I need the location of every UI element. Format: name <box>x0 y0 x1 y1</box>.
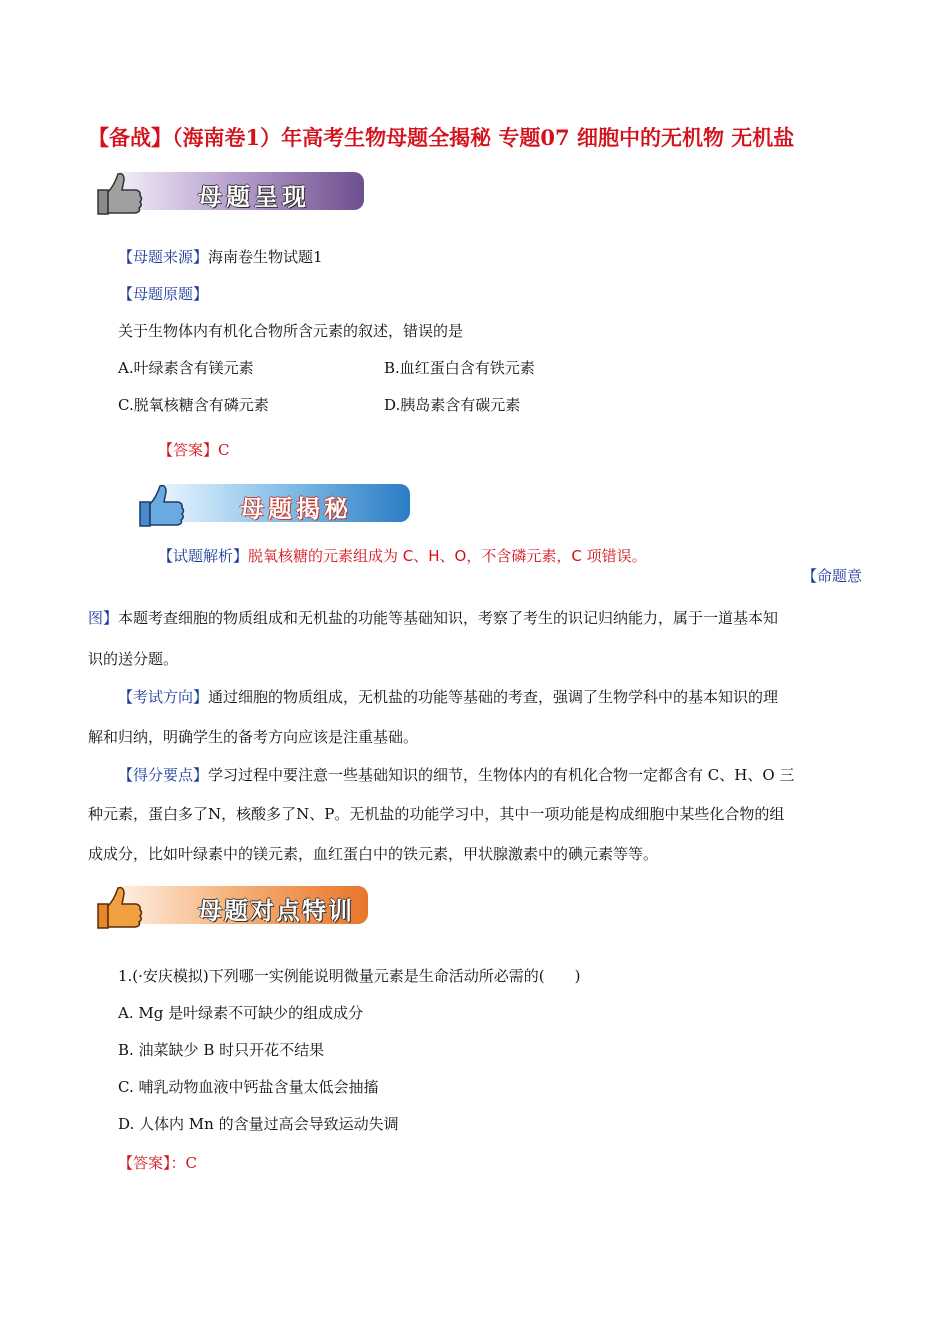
intent-text-1: 本题考查细胞的物质组成和无机盐的功能等基础知识，考察了考生的识记归纳能力，属于一道基本知 <box>118 609 779 627</box>
question-text: 关于生物体内有机化合物所含元素的叙述，错误的是 <box>118 322 464 340</box>
analysis-text: 脱氧核糖的元素组成为 C、H、O，不含磷元素，C 项错误。 <box>248 547 647 565</box>
answer2-label: 【答案】 <box>118 1154 171 1172</box>
intent-label-part1: 【命题意 <box>802 567 863 585</box>
points-line-1 <box>118 765 794 785</box>
q1-option-c: C. 哺乳动物血液中钙盐含量太低会抽搐 <box>118 1078 379 1096</box>
original-label: 【母题原题】 <box>118 285 209 303</box>
section-banner-mother-question <box>88 168 364 210</box>
answer-text: C <box>218 441 230 459</box>
q1-option-b: B. 油菜缺少 B 时只开花不结果 <box>118 1041 325 1059</box>
section-banner-reveal <box>130 480 410 522</box>
source-label: 【母题来源】 <box>118 248 209 266</box>
option-a: A.叶绿素含有镁元素 <box>118 359 254 377</box>
direction-line-1 <box>118 687 778 707</box>
direction-label: 【考试方向】 <box>118 688 209 706</box>
answer-label: 【答案】 <box>158 441 219 459</box>
q1-stem: 1.(·安庆模拟)下列哪一实例能说明微量元素是生命活动所必需的( ) <box>118 967 581 985</box>
intent-line-2: 识的送分题。 <box>88 650 179 668</box>
answer2-line <box>118 1153 197 1173</box>
option-c: C.脱氧核糖含有磷元素 <box>118 396 269 414</box>
banner-title: 母题对点特训 <box>198 896 354 925</box>
thumbs-up-icon <box>88 882 148 932</box>
answer-line <box>158 440 230 460</box>
q1-option-a: A. Mg 是叶绿素不可缺少的组成成分 <box>118 1004 364 1022</box>
analysis-line <box>158 546 647 566</box>
source-line <box>118 247 323 267</box>
analysis-label: 【试题解析】 <box>158 547 249 565</box>
banner-title: 母题呈现 <box>198 182 310 211</box>
option-b: B.血红蛋白含有铁元素 <box>384 359 535 377</box>
banner-title: 母题揭秘 <box>240 494 352 523</box>
direction-text-1: 通过细胞的物质组成，无机盐的功能等基础的考查，强调了生物学科中的基本知识的理 <box>208 688 779 706</box>
points-line-3: 成成分，比如叶绿素中的镁元素，血红蛋白中的铁元素，甲状腺激素中的碘元素等等。 <box>88 845 659 863</box>
points-line-2: 种元素，蛋白多了N，核酸多了N、P。无机盐的功能学习中，其中一项功能是构成细胞中某些化合物的组 <box>88 805 785 823</box>
intent-label-part2: 图】 <box>88 609 119 627</box>
points-text-1: 学习过程中要注意一些基础知识的细节，生物体内的有机化合物一定都含有 C、H、O 三 <box>208 766 795 784</box>
direction-line-2: 解和归纳，明确学生的备考方向应该是注重基础。 <box>88 728 419 746</box>
section-banner-training <box>88 882 368 924</box>
q1-option-d: D. 人体内 Mn 的含量过高会导致运动失调 <box>118 1115 399 1133</box>
source-text: 海南卷生物试题1 <box>208 248 323 266</box>
thumbs-up-icon <box>130 480 190 530</box>
points-label: 【得分要点】 <box>118 766 209 784</box>
document-title: 【备战】（海南卷1）年高考生物母题全揭秘 专题07 细胞中的无机物 无机盐 <box>88 125 795 150</box>
thumbs-up-icon <box>88 168 148 218</box>
option-d: D.胰岛素含有碳元素 <box>384 396 521 414</box>
intent-line-1 <box>88 608 778 628</box>
answer2-text: ：C <box>170 1154 197 1172</box>
